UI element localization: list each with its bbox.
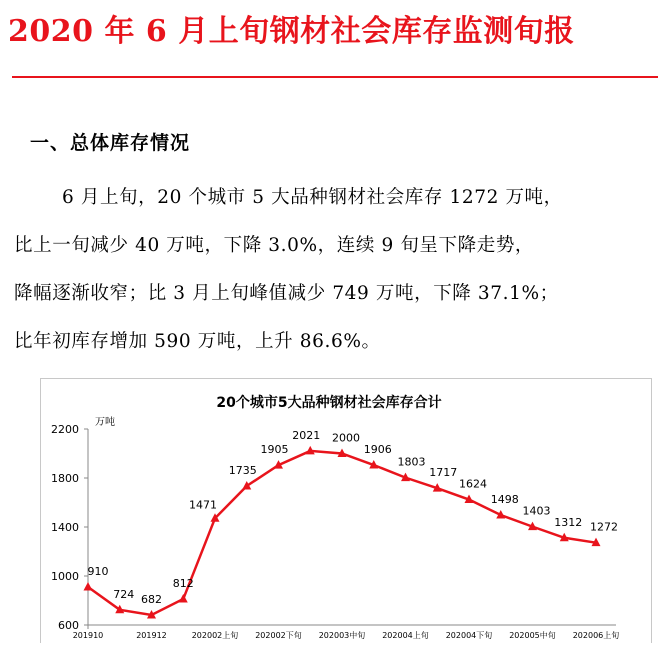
summary-paragraph — [14, 174, 664, 366]
data-label: 1471 — [189, 498, 217, 512]
data-point-marker — [84, 582, 93, 591]
data-label: 1717 — [429, 466, 458, 480]
x-tick-label: 202003中旬 — [318, 631, 366, 640]
paragraph-line: 比年初库存增加 590 万吨，上升 86.6%。 — [14, 331, 381, 352]
data-label: 1735 — [228, 463, 257, 477]
chart-title: 20个城市5大品种钢材社会库存合计 — [216, 395, 442, 411]
series-line — [88, 451, 596, 615]
y-tick-label: 1000 — [51, 570, 79, 583]
y-axis-unit: 万吨 — [95, 417, 115, 428]
data-label: 1803 — [397, 455, 426, 469]
paragraph-line: 比上一旬减少 40 万吨，下降 3.0%，连续 9 旬呈下降走势， — [14, 235, 535, 256]
x-tick-label: 202002下旬 — [255, 631, 302, 640]
section-heading: 一、总体库存情况 — [30, 132, 191, 154]
y-tick-label: 600 — [58, 619, 79, 632]
x-tick-label: 202006上旬 — [572, 631, 620, 640]
inventory-chart — [40, 378, 652, 643]
y-tick-label: 1800 — [51, 472, 79, 485]
data-label: 910 — [87, 565, 109, 579]
x-tick-label: 202005中旬 — [509, 631, 556, 640]
data-label: 1403 — [522, 504, 551, 518]
chart-canvas — [41, 379, 653, 644]
data-label: 812 — [172, 577, 194, 591]
x-tick-label: 202004上旬 — [382, 631, 429, 640]
x-tick-label: 201912 — [136, 631, 167, 640]
data-label: 1272 — [590, 520, 618, 534]
x-tick-label: 202002上旬 — [191, 631, 239, 640]
data-label: 1498 — [490, 492, 519, 506]
data-label: 1906 — [363, 443, 392, 457]
x-tick-label: 202004下旬 — [445, 631, 493, 640]
data-label: 724 — [113, 587, 135, 601]
data-label: 1312 — [554, 515, 583, 529]
data-label: 1624 — [459, 477, 487, 491]
title-divider — [12, 76, 658, 78]
data-point-marker — [179, 594, 188, 603]
data-label: 1905 — [260, 443, 289, 457]
data-label: 682 — [141, 592, 162, 606]
y-tick-label: 2200 — [51, 423, 79, 436]
data-label: 2000 — [332, 431, 360, 445]
paragraph-line: 降幅逐渐收窄；比 3 月上旬峰值减少 749 万吨，下降 37.1%； — [14, 283, 559, 304]
paragraph-line: 6 月上旬，20 个城市 5 大品种钢材社会库存 1272 万吨， — [62, 187, 563, 208]
x-tick-label: 201910 — [72, 631, 104, 640]
y-tick-label: 1400 — [51, 521, 79, 534]
report-title: 2020 年 6 月上旬钢材社会库存监测旬报 — [8, 14, 575, 49]
data-label: 2021 — [292, 428, 321, 442]
